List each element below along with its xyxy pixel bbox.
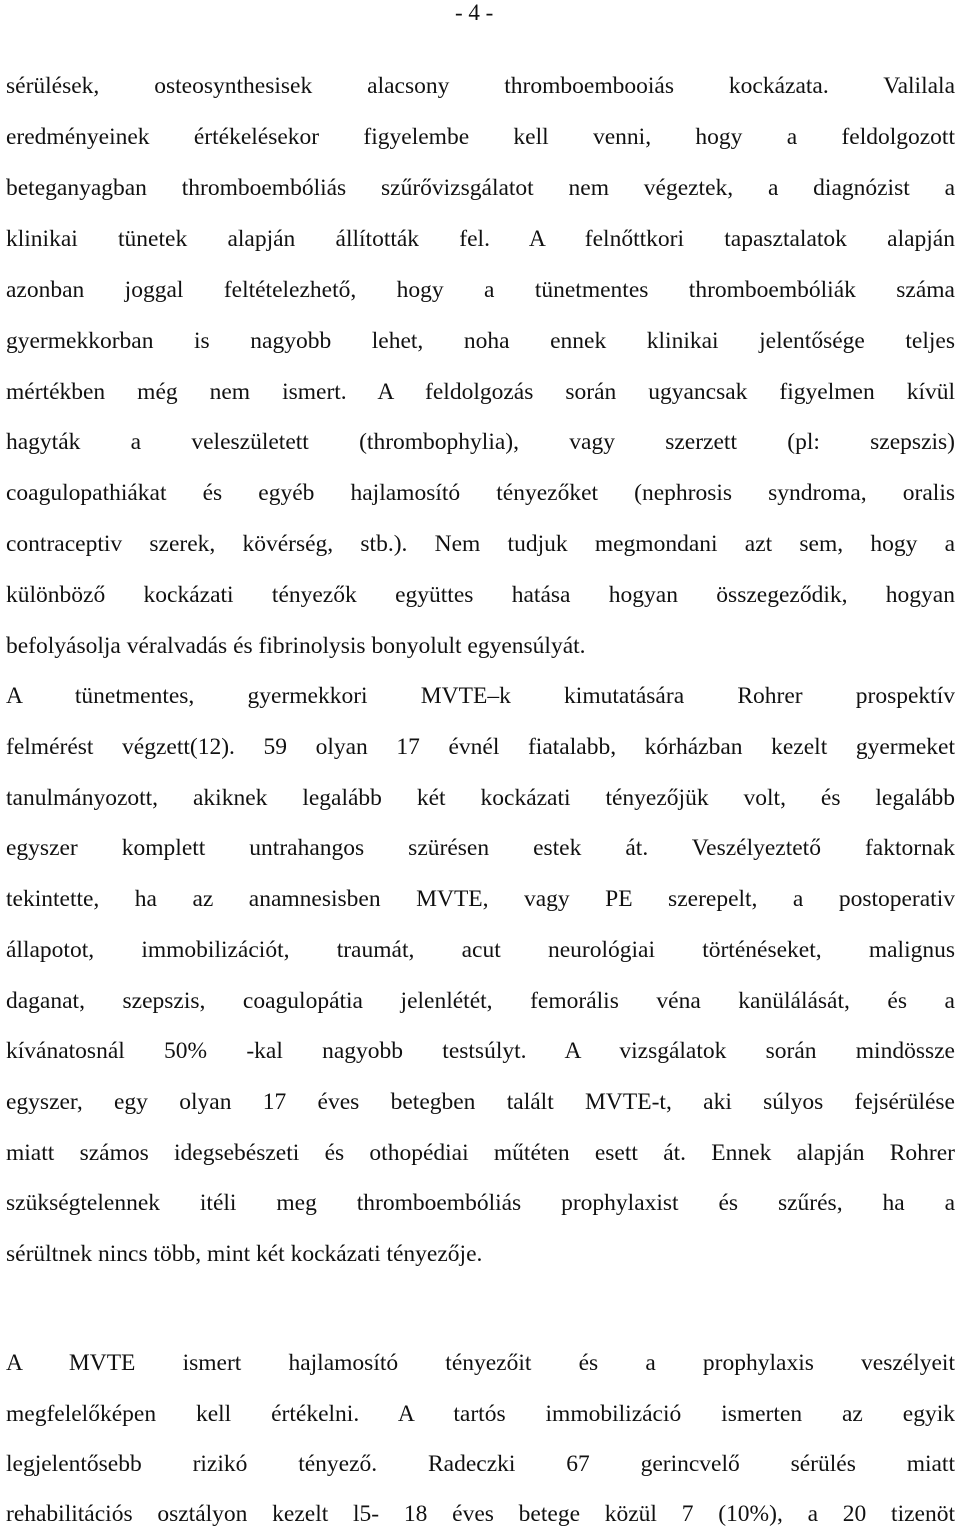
text-line: eredményeinek értékelésekor figyelembe kell venni, hogy a feldolgozott <box>6 124 955 150</box>
text-line: szükségtelennek itéli meg thromboembóliás prophylaxist és szűrés, ha a <box>6 1190 955 1216</box>
text-line: rehabilitációs osztályon kezelt l5- 18 éves betege közül 7 (10%), a 20 tizenöt <box>6 1501 955 1527</box>
text-line: megfelelőképen kell értékelni. A tartós immobilizáció ismerten az egyik <box>6 1401 955 1427</box>
text-line: állapotot, immobilizációt, traumát, acut neurológiai történéseket, malignus <box>6 937 955 963</box>
text-line: egyszer komplett untrahangos szürésen estek át. Veszélyeztető faktornak <box>6 835 955 861</box>
text-line: A tünetmentes, gyermekkori MVTE–k kimutatására Rohrer prospektív <box>6 683 955 709</box>
text-line: contraceptiv szerek, kövérség, stb.). Nem tudjuk megmondani azt sem, hogy a <box>6 531 955 557</box>
text-line: legjelentősebb rizikó tényező. Radeczki 67 gerincvelő sérülés miatt <box>6 1451 955 1477</box>
text-line: sérülések, osteosynthesisek alacsony thromboembooiás kockázata. Valilala <box>6 73 955 99</box>
text-line: beteganyagban thromboembóliás szűrővizsgálatot nem végeztek, a diagnózist a <box>6 175 955 201</box>
text-line: különböző kockázati tényezők együttes hatása hogyan összegeződik, hogyan <box>6 582 955 608</box>
page-number: - 4 - <box>455 0 494 25</box>
text-line: gyermekkorban is nagyobb lehet, noha ennek klinikai jelentősége teljes <box>6 328 955 354</box>
text-line: sérültnek nincs több, mint két kockázati tényezője. <box>6 1241 483 1267</box>
text-line: klinikai tünetek alapján állították fel. A felnőttkori tapasztalatok alapján <box>6 226 955 252</box>
text-line: miatt számos idegsebészeti és othopédiai műtéten esett át. Ennek alapján Rohrer <box>6 1140 955 1166</box>
text-line: tekintette, ha az anamnesisben MVTE, vagy PE szerepelt, a postoperativ <box>6 886 955 912</box>
text-line: felmérést végzett(12). 59 olyan 17 évnél fiatalabb, kórházban kezelt gyermeket <box>6 734 955 760</box>
text-line: tanulmányozott, akiknek legalább két kockázati tényezőjük volt, és legalább <box>6 785 955 811</box>
text-line: azonban joggal feltételezhető, hogy a tünetmentes thromboembóliák száma <box>6 277 955 303</box>
text-line: befolyásolja véralvadás és fibrinolysis bonyolult egyensúlyát. <box>6 633 586 659</box>
text-line: coagulopathiákat és egyéb hajlamosító tényezőket (nephrosis syndroma, oralis <box>6 480 955 506</box>
text-line: hagyták a veleszületett (thrombophylia), vagy szerzett (pl: szepszis) <box>6 429 955 455</box>
text-line: egyszer, egy olyan 17 éves betegben talált MVTE-t, aki súlyos fejsérülése <box>6 1089 955 1115</box>
text-line: daganat, szepszis, coagulopátia jelenlétét, femorális véna kanülálását, és a <box>6 988 955 1014</box>
text-line: A MVTE ismert hajlamosító tényezőit és a prophylaxis veszélyeit <box>6 1350 955 1376</box>
text-line: mértékben még nem ismert. A feldolgozás során ugyancsak figyelmen kívül <box>6 379 955 405</box>
text-line: kívánatosnál 50% -kal nagyobb testsúlyt. A vizsgálatok során mindössze <box>6 1038 955 1064</box>
